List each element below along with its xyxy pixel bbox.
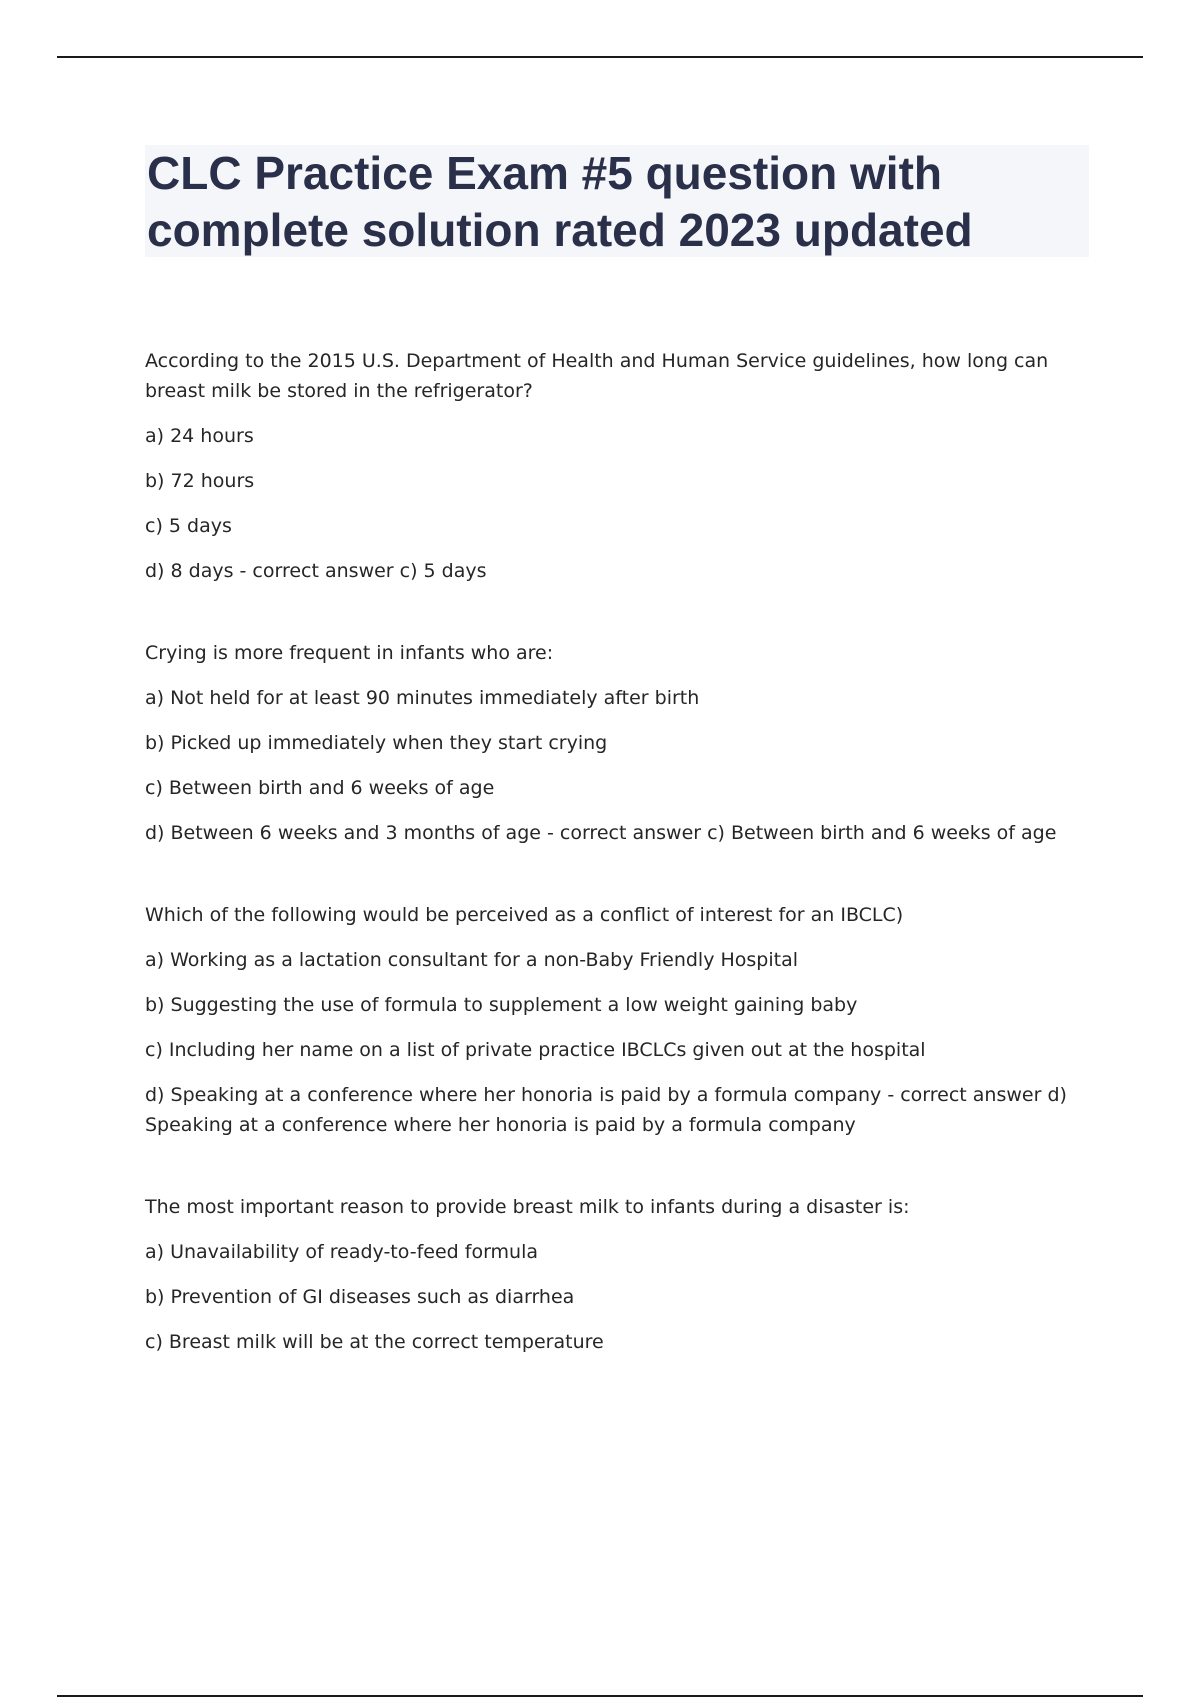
option-a: a) 24 hours: [145, 425, 254, 447]
option-a: a) Unavailability of ready-to-feed formula: [145, 1241, 539, 1263]
question-text: Crying is more frequent in infants who are:: [145, 642, 554, 664]
question-list: [145, 346, 1080, 1357]
question-4: [145, 1192, 1080, 1357]
option-b: b) Prevention of GI diseases such as diarrhea: [145, 1286, 575, 1308]
question-2: [145, 638, 1080, 848]
question-text: Which of the following would be perceived as a conflict of interest for an IBCLC): [145, 904, 904, 926]
question-text: According to the 2015 U.S. Department of Health and Human Service guidelines, how long can breast milk be stored in the refrigerator?: [145, 350, 1049, 402]
option-c: c) 5 days: [145, 515, 232, 537]
option-b: b) Suggesting the use of formula to supplement a low weight gaining baby: [145, 994, 858, 1016]
option-c: c) Including her name on a list of private practice IBCLCs given out at the hospital: [145, 1039, 926, 1061]
option-c: c) Between birth and 6 weeks of age: [145, 777, 495, 799]
header-rule: [57, 56, 1143, 58]
option-a: a) Working as a lactation consultant for a non-Baby Friendly Hospital: [145, 949, 799, 971]
footer-rule: [57, 1695, 1143, 1697]
option-b: b) 72 hours: [145, 470, 255, 492]
question-text: The most important reason to provide breast milk to infants during a disaster is:: [145, 1196, 910, 1218]
title-line-1: CLC Practice Exam #5 question with: [147, 147, 943, 199]
question-1: [145, 346, 1080, 586]
title-line-2: complete solution rated 2023 updated: [147, 204, 973, 256]
option-d-with-answer: d) Speaking at a conference where her honoria is paid by a formula company - correct answer d) Speaking at a conference where her honoria is paid by a formula company: [145, 1084, 1067, 1136]
question-3: [145, 900, 1080, 1140]
option-a: a) Not held for at least 90 minutes immediately after birth: [145, 687, 700, 709]
option-c: c) Breast milk will be at the correct temperature: [145, 1331, 604, 1353]
option-d-with-answer: d) Between 6 weeks and 3 months of age - correct answer c) Between birth and 6 weeks of age: [145, 822, 1057, 844]
title-block: [145, 145, 1089, 257]
option-b: b) Picked up immediately when they start crying: [145, 732, 608, 754]
option-d-with-answer: d) 8 days - correct answer c) 5 days: [145, 560, 487, 582]
document-title: [147, 145, 1089, 259]
